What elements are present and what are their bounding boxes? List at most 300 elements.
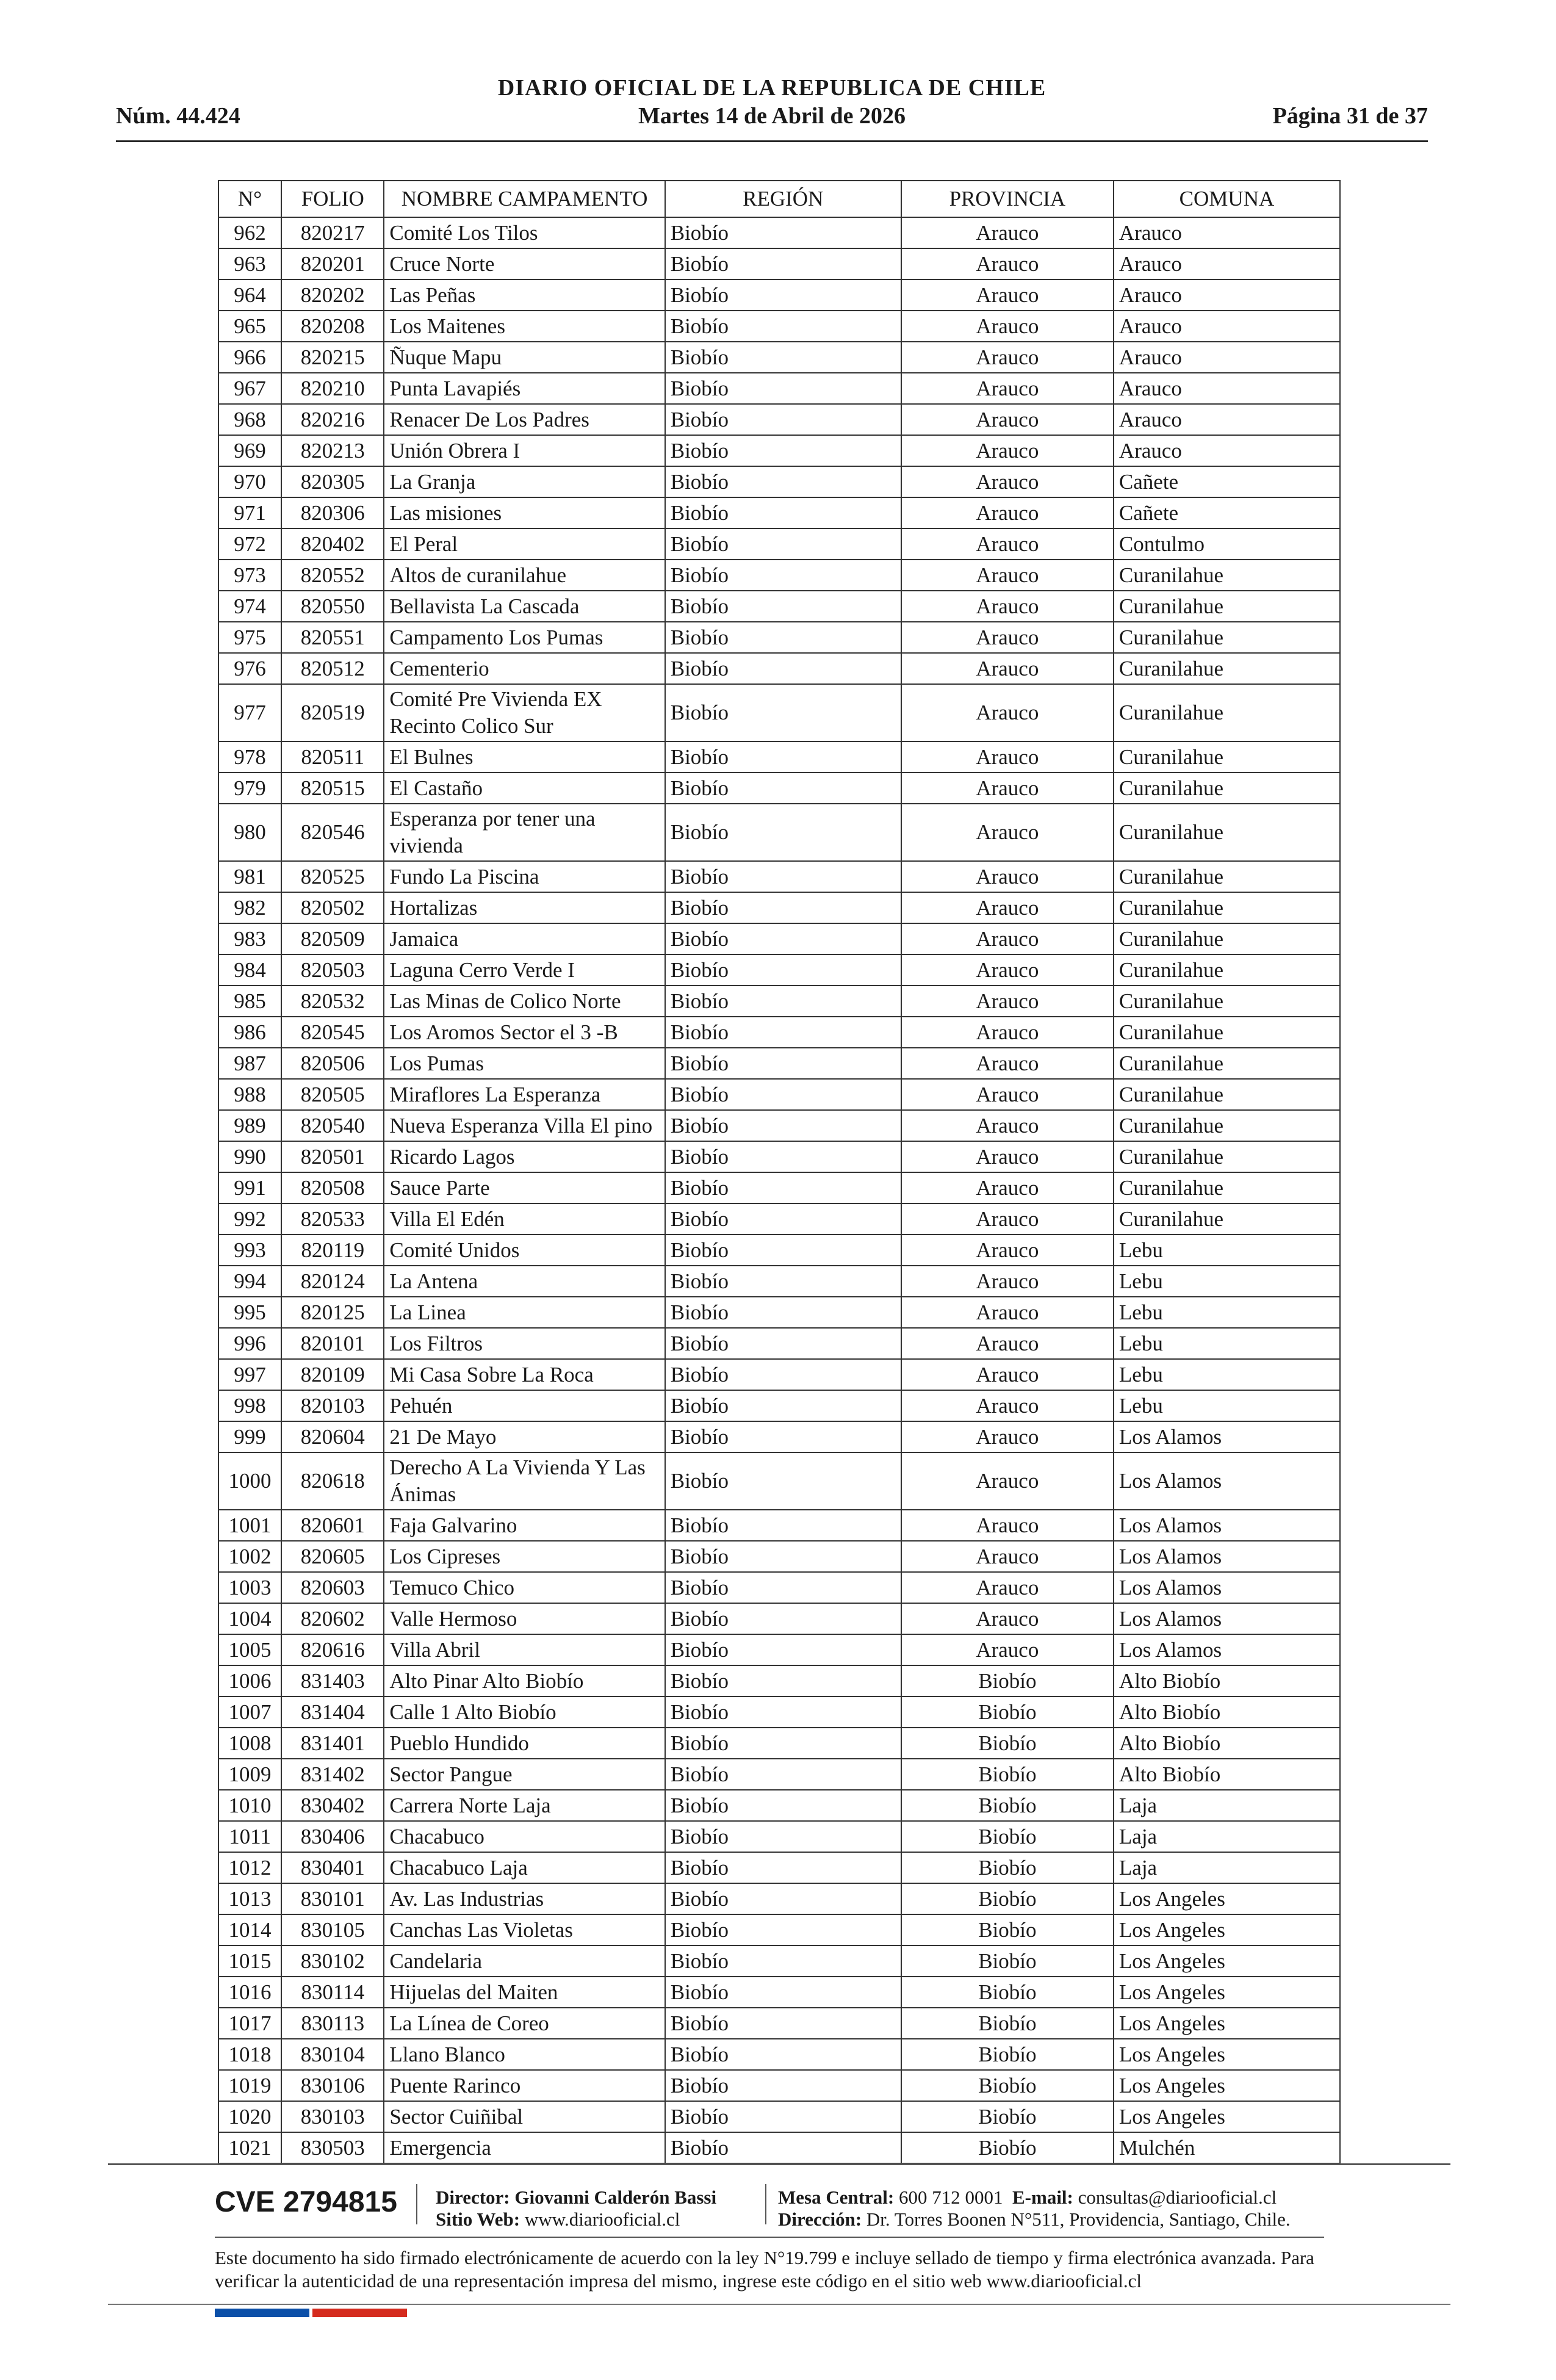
row-nombre: Renacer De Los Padres: [384, 404, 665, 435]
row-nombre: Canchas Las Violetas: [384, 1914, 665, 1945]
row-nombre: Villa El Edén: [384, 1203, 665, 1235]
row-comuna: Los Angeles: [1114, 1945, 1340, 1977]
row-folio: 820215: [281, 342, 384, 373]
table-row: [218, 2070, 1340, 2101]
row-folio: 820202: [281, 279, 384, 311]
row-nombre: Alto Pinar Alto Biobío: [384, 1665, 665, 1697]
row-comuna: Curanilahue: [1114, 622, 1340, 653]
table-row: [218, 342, 1340, 373]
row-number: 992: [218, 1203, 281, 1235]
row-folio: 830104: [281, 2039, 384, 2070]
row-comuna: Curanilahue: [1114, 1017, 1340, 1048]
row-folio: 830106: [281, 2070, 384, 2101]
row-comuna: Laja: [1114, 1852, 1340, 1883]
row-comuna: Curanilahue: [1114, 773, 1340, 804]
table-row: [218, 1110, 1340, 1141]
row-number: 997: [218, 1359, 281, 1390]
row-comuna: Los Alamos: [1114, 1452, 1340, 1510]
row-number: 1011: [218, 1821, 281, 1852]
row-provincia: Arauco: [901, 217, 1114, 248]
row-region: Biobío: [665, 1328, 901, 1359]
row-comuna: Lebu: [1114, 1359, 1340, 1390]
row-comuna: Arauco: [1114, 217, 1340, 248]
contact-block: [778, 2187, 1291, 2230]
row-nombre: Las misiones: [384, 497, 665, 528]
footer-inner-divider: [215, 2237, 1324, 2238]
flag-stripe: [215, 2309, 407, 2317]
row-region: Biobío: [665, 1790, 901, 1821]
table-row: [218, 373, 1340, 404]
table-row: [218, 560, 1340, 591]
table-body: [218, 217, 1340, 2163]
row-folio: 820540: [281, 1110, 384, 1141]
row-comuna: Los Angeles: [1114, 2101, 1340, 2132]
row-number: 1005: [218, 1634, 281, 1665]
row-nombre: La Línea de Coreo: [384, 2008, 665, 2039]
flag-blue-bar: [215, 2309, 309, 2317]
row-number: 977: [218, 684, 281, 741]
row-number: 983: [218, 923, 281, 954]
table-row: [218, 923, 1340, 954]
row-folio: 820515: [281, 773, 384, 804]
row-provincia: Arauco: [901, 1017, 1114, 1048]
row-nombre: Cementerio: [384, 653, 665, 684]
table-row: [218, 2101, 1340, 2132]
row-region: Biobío: [665, 1541, 901, 1572]
row-number: 966: [218, 342, 281, 373]
row-region: Biobío: [665, 986, 901, 1017]
row-comuna: Curanilahue: [1114, 892, 1340, 923]
row-region: Biobío: [665, 1634, 901, 1665]
row-comuna: Los Alamos: [1114, 1603, 1340, 1634]
row-comuna: Arauco: [1114, 342, 1340, 373]
table-row: [218, 1266, 1340, 1297]
row-folio: 820605: [281, 1541, 384, 1572]
row-nombre: Miraflores La Esperanza: [384, 1079, 665, 1110]
row-folio: 830503: [281, 2132, 384, 2163]
row-region: Biobío: [665, 1697, 901, 1728]
publication-title: DIARIO OFICIAL DE LA REPUBLICA DE CHILE: [497, 75, 1046, 101]
row-number: 1012: [218, 1852, 281, 1883]
row-folio: 831403: [281, 1665, 384, 1697]
row-region: Biobío: [665, 1603, 901, 1634]
row-number: 989: [218, 1110, 281, 1141]
row-nombre: Comité Los Tilos: [384, 217, 665, 248]
footer-separator: [416, 2184, 417, 2224]
row-provincia: Arauco: [901, 1634, 1114, 1665]
row-region: Biobío: [665, 1017, 901, 1048]
row-region: Biobío: [665, 1759, 901, 1790]
row-region: Biobío: [665, 1235, 901, 1266]
row-folio: 820503: [281, 954, 384, 986]
row-comuna: Alto Biobío: [1114, 1665, 1340, 1697]
row-provincia: Biobío: [901, 1665, 1114, 1697]
row-region: Biobío: [665, 404, 901, 435]
row-comuna: Curanilahue: [1114, 923, 1340, 954]
row-nombre: Villa Abril: [384, 1634, 665, 1665]
row-nombre: Bellavista La Cascada: [384, 591, 665, 622]
row-region: Biobío: [665, 1079, 901, 1110]
row-region: Biobío: [665, 2132, 901, 2163]
row-comuna: Arauco: [1114, 435, 1340, 466]
row-number: 1008: [218, 1728, 281, 1759]
table-row: [218, 1572, 1340, 1603]
row-nombre: Candelaria: [384, 1945, 665, 1977]
row-nombre: Faja Galvarino: [384, 1510, 665, 1541]
column-header-nombre: NOMBRE CAMPAMENTO: [384, 181, 665, 217]
row-number: 978: [218, 741, 281, 773]
row-region: Biobío: [665, 1110, 901, 1141]
row-folio: 820505: [281, 1079, 384, 1110]
row-nombre: Sector Pangue: [384, 1759, 665, 1790]
row-provincia: Biobío: [901, 2070, 1114, 2101]
row-comuna: Los Alamos: [1114, 1421, 1340, 1452]
row-folio: 830402: [281, 1790, 384, 1821]
row-provincia: Arauco: [901, 741, 1114, 773]
table-row: [218, 528, 1340, 560]
row-provincia: Arauco: [901, 861, 1114, 892]
row-number: 976: [218, 653, 281, 684]
row-nombre: Hortalizas: [384, 892, 665, 923]
table-row: [218, 1665, 1340, 1697]
row-comuna: Arauco: [1114, 248, 1340, 279]
row-number: 962: [218, 217, 281, 248]
row-region: Biobío: [665, 1510, 901, 1541]
row-number: 993: [218, 1235, 281, 1266]
row-comuna: Los Alamos: [1114, 1572, 1340, 1603]
row-comuna: Lebu: [1114, 1297, 1340, 1328]
row-provincia: Arauco: [901, 1297, 1114, 1328]
web-link[interactable]: www.diariooficial.cl: [524, 2209, 680, 2230]
row-comuna: Curanilahue: [1114, 861, 1340, 892]
row-nombre: Esperanza por tener una vivienda: [384, 804, 665, 861]
row-provincia: Biobío: [901, 1852, 1114, 1883]
row-region: Biobío: [665, 1572, 901, 1603]
row-region: Biobío: [665, 804, 901, 861]
row-folio: 820551: [281, 622, 384, 653]
table-row: [218, 2008, 1340, 2039]
row-region: Biobío: [665, 248, 901, 279]
row-provincia: Arauco: [901, 1235, 1114, 1266]
table-row: [218, 684, 1340, 741]
row-comuna: Laja: [1114, 1821, 1340, 1852]
row-comuna: Lebu: [1114, 1235, 1340, 1266]
row-region: Biobío: [665, 1359, 901, 1390]
row-number: 967: [218, 373, 281, 404]
table-row: [218, 1297, 1340, 1328]
row-comuna: Lebu: [1114, 1390, 1340, 1421]
row-provincia: Arauco: [901, 279, 1114, 311]
row-provincia: Arauco: [901, 773, 1114, 804]
row-provincia: Biobío: [901, 1945, 1114, 1977]
table-row: [218, 622, 1340, 653]
row-provincia: Arauco: [901, 311, 1114, 342]
row-number: 974: [218, 591, 281, 622]
row-number: 969: [218, 435, 281, 466]
row-comuna: Contulmo: [1114, 528, 1340, 560]
row-folio: 820208: [281, 311, 384, 342]
issue-date: Martes 14 de Abril de 2026: [638, 103, 906, 129]
row-region: Biobío: [665, 1048, 901, 1079]
table-row: [218, 986, 1340, 1017]
director-block: [436, 2187, 716, 2230]
column-header-comuna: COMUNA: [1114, 181, 1340, 217]
table-row: [218, 1141, 1340, 1172]
row-folio: 820601: [281, 1510, 384, 1541]
row-nombre: Pehuén: [384, 1390, 665, 1421]
row-nombre: El Castaño: [384, 773, 665, 804]
row-number: 994: [218, 1266, 281, 1297]
row-number: 981: [218, 861, 281, 892]
row-provincia: Arauco: [901, 373, 1114, 404]
row-region: Biobío: [665, 311, 901, 342]
table-row: [218, 1359, 1340, 1390]
footer-divider: [108, 2163, 1450, 2165]
row-region: Biobío: [665, 1390, 901, 1421]
row-nombre: Comité Unidos: [384, 1235, 665, 1266]
table-header-row: [218, 181, 1340, 217]
table-row: [218, 741, 1340, 773]
row-folio: 831402: [281, 1759, 384, 1790]
table-row: [218, 2039, 1340, 2070]
row-folio: 820109: [281, 1359, 384, 1390]
header-divider: [116, 140, 1428, 142]
row-provincia: Arauco: [901, 435, 1114, 466]
row-region: Biobío: [665, 435, 901, 466]
row-number: 1016: [218, 1977, 281, 2008]
email-link[interactable]: consultas@diariooficial.cl: [1078, 2187, 1277, 2208]
row-provincia: Biobío: [901, 1759, 1114, 1790]
table-row: [218, 279, 1340, 311]
row-nombre: Derecho A La Vivienda Y Las Ánimas: [384, 1452, 665, 1510]
row-region: Biobío: [665, 1977, 901, 2008]
row-nombre: Chacabuco Laja: [384, 1852, 665, 1883]
row-folio: 820306: [281, 497, 384, 528]
row-folio: 820210: [281, 373, 384, 404]
row-folio: 820509: [281, 923, 384, 954]
row-nombre: La Antena: [384, 1266, 665, 1297]
row-folio: 820506: [281, 1048, 384, 1079]
row-folio: 820125: [281, 1297, 384, 1328]
flag-red-bar: [312, 2309, 407, 2317]
table-row: [218, 1883, 1340, 1914]
column-header-number: N°: [218, 181, 281, 217]
row-provincia: Arauco: [901, 466, 1114, 497]
row-provincia: Arauco: [901, 1572, 1114, 1603]
row-region: Biobío: [665, 1141, 901, 1172]
table-row: [218, 1510, 1340, 1541]
table-row: [218, 1945, 1340, 1977]
row-number: 979: [218, 773, 281, 804]
row-provincia: Arauco: [901, 892, 1114, 923]
row-region: Biobío: [665, 1883, 901, 1914]
row-number: 1020: [218, 2101, 281, 2132]
row-provincia: Arauco: [901, 1266, 1114, 1297]
issue-number: Núm. 44.424: [116, 103, 240, 129]
row-number: 1000: [218, 1452, 281, 1510]
row-number: 1014: [218, 1914, 281, 1945]
row-number: 970: [218, 466, 281, 497]
row-nombre: Carrera Norte Laja: [384, 1790, 665, 1821]
row-provincia: Biobío: [901, 2008, 1114, 2039]
table-row: [218, 591, 1340, 622]
row-folio: 820525: [281, 861, 384, 892]
row-nombre: Mi Casa Sobre La Roca: [384, 1359, 665, 1390]
row-nombre: Ñuque Mapu: [384, 342, 665, 373]
row-provincia: Arauco: [901, 1452, 1114, 1510]
row-number: 996: [218, 1328, 281, 1359]
row-comuna: Cañete: [1114, 466, 1340, 497]
table-row: [218, 1977, 1340, 2008]
table-row: [218, 892, 1340, 923]
row-provincia: Arauco: [901, 1541, 1114, 1572]
row-number: 991: [218, 1172, 281, 1203]
table-row: [218, 773, 1340, 804]
row-folio: 820216: [281, 404, 384, 435]
row-provincia: Arauco: [901, 342, 1114, 373]
row-provincia: Arauco: [901, 986, 1114, 1017]
table-row: [218, 248, 1340, 279]
row-folio: 830114: [281, 1977, 384, 2008]
row-region: Biobío: [665, 2070, 901, 2101]
table-row: [218, 653, 1340, 684]
row-region: Biobío: [665, 1203, 901, 1235]
row-number: 968: [218, 404, 281, 435]
row-region: Biobío: [665, 466, 901, 497]
row-nombre: Nueva Esperanza Villa El pino: [384, 1110, 665, 1141]
table-row: [218, 497, 1340, 528]
row-comuna: Curanilahue: [1114, 684, 1340, 741]
row-comuna: Curanilahue: [1114, 1203, 1340, 1235]
row-folio: 831401: [281, 1728, 384, 1759]
row-folio: 820512: [281, 653, 384, 684]
row-comuna: Curanilahue: [1114, 1141, 1340, 1172]
row-folio: 820124: [281, 1266, 384, 1297]
row-number: 1015: [218, 1945, 281, 1977]
row-region: Biobío: [665, 1852, 901, 1883]
row-folio: 820511: [281, 741, 384, 773]
row-number: 975: [218, 622, 281, 653]
row-number: 982: [218, 892, 281, 923]
row-region: Biobío: [665, 741, 901, 773]
row-number: 1001: [218, 1510, 281, 1541]
row-comuna: Alto Biobío: [1114, 1728, 1340, 1759]
row-number: 1007: [218, 1697, 281, 1728]
footer-bottom-divider: [108, 2304, 1450, 2305]
row-provincia: Arauco: [901, 560, 1114, 591]
row-nombre: Chacabuco: [384, 1821, 665, 1852]
web-label: Sitio Web:: [436, 2209, 520, 2230]
row-nombre: Puente Rarinco: [384, 2070, 665, 2101]
row-region: Biobío: [665, 954, 901, 986]
row-folio: 820550: [281, 591, 384, 622]
row-nombre: Sauce Parte: [384, 1172, 665, 1203]
row-comuna: Los Angeles: [1114, 2039, 1340, 2070]
row-comuna: Lebu: [1114, 1266, 1340, 1297]
row-nombre: Llano Blanco: [384, 2039, 665, 2070]
director-label: Director:: [436, 2187, 510, 2208]
row-number: 1003: [218, 1572, 281, 1603]
row-folio: 820603: [281, 1572, 384, 1603]
row-nombre: Los Filtros: [384, 1328, 665, 1359]
row-nombre: Comité Pre Vivienda EX Recinto Colico Sur: [384, 684, 665, 741]
cve-code: CVE 2794815: [215, 2186, 397, 2218]
row-region: Biobío: [665, 560, 901, 591]
table-row: [218, 2132, 1340, 2163]
row-nombre: El Peral: [384, 528, 665, 560]
row-provincia: Arauco: [901, 923, 1114, 954]
row-provincia: Arauco: [901, 804, 1114, 861]
table-row: [218, 1452, 1340, 1510]
row-provincia: Arauco: [901, 1510, 1114, 1541]
row-provincia: Arauco: [901, 1141, 1114, 1172]
row-provincia: Arauco: [901, 497, 1114, 528]
table-row: [218, 1328, 1340, 1359]
row-comuna: Arauco: [1114, 404, 1340, 435]
table-row: [218, 1541, 1340, 1572]
row-comuna: Laja: [1114, 1790, 1340, 1821]
row-provincia: Arauco: [901, 528, 1114, 560]
table-row: [218, 435, 1340, 466]
campamentos-table: [218, 180, 1341, 2164]
row-number: 985: [218, 986, 281, 1017]
row-folio: 820101: [281, 1328, 384, 1359]
table-row: [218, 1172, 1340, 1203]
row-region: Biobío: [665, 892, 901, 923]
row-region: Biobío: [665, 497, 901, 528]
mesa-label: Mesa Central:: [778, 2187, 895, 2208]
row-folio: 830101: [281, 1883, 384, 1914]
table-row: [218, 1203, 1340, 1235]
row-number: 1004: [218, 1603, 281, 1634]
row-number: 964: [218, 279, 281, 311]
address-label: Dirección:: [778, 2209, 862, 2230]
row-region: Biobío: [665, 1665, 901, 1697]
row-region: Biobío: [665, 279, 901, 311]
row-nombre: Las Peñas: [384, 279, 665, 311]
row-number: 987: [218, 1048, 281, 1079]
row-provincia: Arauco: [901, 684, 1114, 741]
row-nombre: Campamento Los Pumas: [384, 622, 665, 653]
footer-separator: [765, 2184, 766, 2224]
row-folio: 820502: [281, 892, 384, 923]
row-nombre: Emergencia: [384, 2132, 665, 2163]
row-folio: 820217: [281, 217, 384, 248]
row-folio: 820545: [281, 1017, 384, 1048]
row-region: Biobío: [665, 1266, 901, 1297]
row-nombre: Sector Cuiñibal: [384, 2101, 665, 2132]
row-nombre: La Linea: [384, 1297, 665, 1328]
row-region: Biobío: [665, 1172, 901, 1203]
row-comuna: Curanilahue: [1114, 986, 1340, 1017]
row-number: 1019: [218, 2070, 281, 2101]
row-provincia: Arauco: [901, 1203, 1114, 1235]
row-region: Biobío: [665, 2039, 901, 2070]
row-nombre: Altos de curanilahue: [384, 560, 665, 591]
row-region: Biobío: [665, 2008, 901, 2039]
director-name: Giovanni Calderón Bassi: [514, 2187, 717, 2208]
row-folio: 820213: [281, 435, 384, 466]
row-nombre: Los Cipreses: [384, 1541, 665, 1572]
table-row: [218, 404, 1340, 435]
row-comuna: Arauco: [1114, 279, 1340, 311]
row-comuna: Lebu: [1114, 1328, 1340, 1359]
row-comuna: Curanilahue: [1114, 653, 1340, 684]
row-nombre: Av. Las Industrias: [384, 1883, 665, 1914]
row-nombre: Pueblo Hundido: [384, 1728, 665, 1759]
row-region: Biobío: [665, 684, 901, 741]
row-folio: 830406: [281, 1821, 384, 1852]
